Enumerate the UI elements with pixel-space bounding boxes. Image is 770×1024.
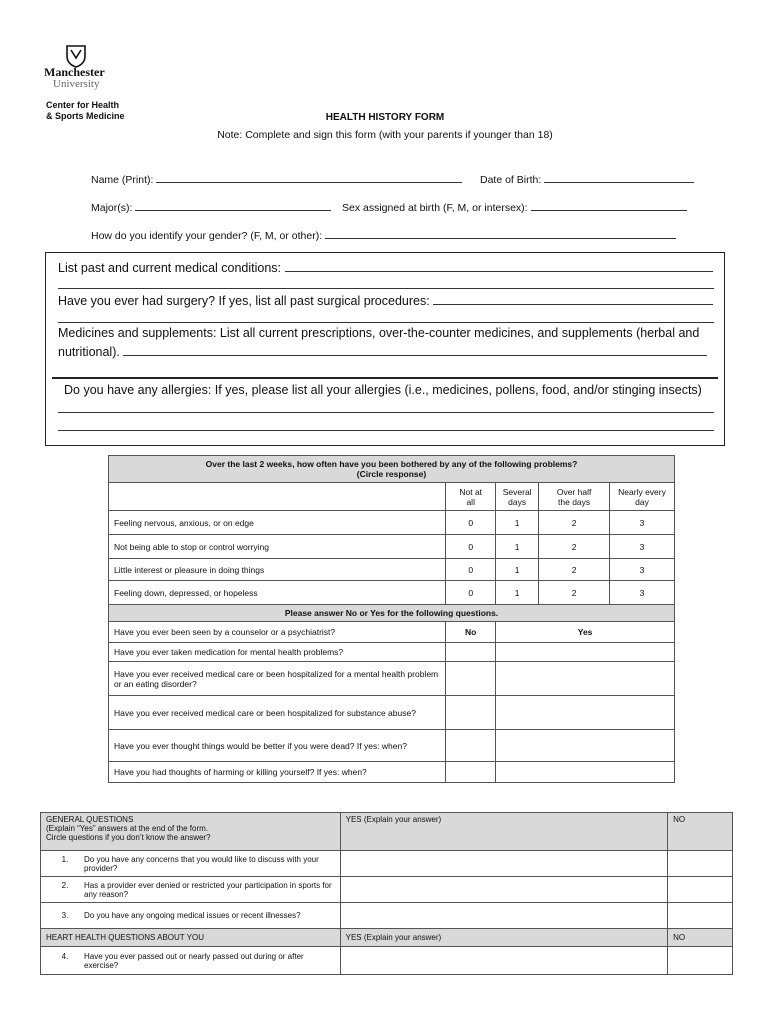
response-option[interactable]: 3 [610, 535, 675, 559]
yes-explain-column: YES (Explain your answer) [340, 813, 667, 851]
medicines-input-line[interactable] [123, 343, 707, 356]
gender-field-row [91, 228, 676, 242]
symptom-label: Little interest or pleasure in doing things [109, 559, 446, 581]
response-option[interactable]: 1 [496, 511, 539, 535]
no-answer-cell[interactable] [668, 903, 733, 929]
yes-answer-cell[interactable] [340, 903, 667, 929]
department-name: Center for Health & Sports Medicine [46, 100, 125, 121]
sex-field-row [342, 200, 687, 214]
major-input-line[interactable] [135, 200, 331, 211]
table-row [109, 662, 675, 696]
question-label: Have you ever received medical care or been hospitalized for a mental health problem or an eating disorder? [109, 662, 446, 696]
dob-label: Date of Birth: [480, 174, 542, 186]
general-questions-table [40, 812, 733, 975]
no-answer-cell[interactable] [446, 762, 496, 783]
no-answer-cell[interactable] [446, 662, 496, 696]
response-option[interactable]: 3 [610, 559, 675, 581]
response-option[interactable]: 0 [446, 581, 496, 605]
table-row [41, 903, 733, 929]
table-row [41, 877, 733, 903]
table-row [41, 947, 733, 975]
yes-column-label: Yes [496, 622, 675, 643]
sex-input-line[interactable] [531, 200, 687, 211]
yes-explain-column: YES (Explain your answer) [340, 929, 667, 947]
no-answer-cell[interactable] [668, 851, 733, 877]
response-option[interactable]: 0 [446, 559, 496, 581]
general-questions-header: GENERAL QUESTIONS (Explain “Yes” answers at the end of the form. Circle questions if you don’t know the answer? [41, 813, 341, 851]
table-row [109, 511, 675, 535]
form-title: HEALTH HISTORY FORM [325, 112, 445, 123]
logo-wordmark: Manchester [44, 65, 105, 79]
logo-subtitle: University [53, 78, 100, 90]
yes-answer-cell[interactable] [340, 947, 667, 975]
name-input-line[interactable] [156, 172, 462, 183]
yes-no-header: Please answer No or Yes for the following questions. [109, 605, 675, 622]
yes-answer-cell[interactable] [340, 877, 667, 903]
section-divider [52, 377, 718, 379]
sex-label: Sex assigned at birth (F, M, or intersex): [342, 202, 528, 214]
dob-input-line[interactable] [544, 172, 694, 183]
general-question: 1. Do you have any concerns that you would like to discuss with your provider? [41, 851, 341, 877]
medicines-row [58, 343, 707, 359]
response-option[interactable]: 3 [610, 581, 675, 605]
symptom-label: Feeling nervous, anxious, or on edge [109, 511, 446, 535]
response-option[interactable]: 2 [539, 511, 610, 535]
gender-input-line[interactable] [325, 228, 676, 239]
name-label: Name (Print): [91, 174, 154, 186]
major-field-row [91, 200, 331, 214]
no-column-label: No [446, 622, 496, 643]
major-label: Major(s): [91, 202, 133, 214]
mh-question-header: Over the last 2 weeks, how often have you been bothered by any of the following problems? (Circle response) [109, 456, 675, 483]
no-answer-cell[interactable] [446, 730, 496, 762]
dob-field-row [480, 172, 694, 186]
name-field-row [91, 172, 462, 186]
no-answer-cell[interactable] [446, 643, 496, 662]
conditions-input-line-2[interactable] [58, 288, 714, 289]
col-nearly-every-day: Nearly every day [610, 483, 675, 511]
response-option[interactable]: 1 [496, 535, 539, 559]
no-answer-cell[interactable] [668, 947, 733, 975]
table-row [109, 762, 675, 783]
response-option[interactable]: 2 [539, 559, 610, 581]
conditions-input-line[interactable] [285, 259, 713, 272]
general-question: 2. Has a provider ever denied or restricted your participation in sports for any reason? [41, 877, 341, 903]
yes-answer-cell[interactable] [496, 643, 675, 662]
surgery-input-line-2[interactable] [58, 322, 714, 323]
heart-health-header: HEART HEALTH QUESTIONS ABOUT YOU [41, 929, 341, 947]
response-option[interactable]: 1 [496, 559, 539, 581]
no-answer-cell[interactable] [668, 877, 733, 903]
yes-answer-cell[interactable] [496, 762, 675, 783]
no-column: NO [668, 813, 733, 851]
response-option[interactable]: 0 [446, 535, 496, 559]
table-row [109, 696, 675, 730]
response-option[interactable]: 2 [539, 581, 610, 605]
conditions-label: List past and current medical conditions: [58, 261, 282, 275]
gender-label: How do you identify your gender? (F, M, or other): [91, 230, 323, 242]
table-row [109, 730, 675, 762]
col-not-at-all: Not at all [446, 483, 496, 511]
table-row [109, 622, 675, 643]
table-row [41, 851, 733, 877]
table-row [109, 559, 675, 581]
symptom-label: Not being able to stop or control worrying [109, 535, 446, 559]
question-label: Have you ever thought things would be better if you were dead? If yes: when? [109, 730, 446, 762]
general-question: 4. Have you ever passed out or nearly passed out during or after exercise? [41, 947, 341, 975]
allergies-input-line-2[interactable] [58, 430, 714, 431]
yes-answer-cell[interactable] [496, 730, 675, 762]
question-label: Have you ever been seen by a counselor or a psychiatrist? [109, 622, 446, 643]
mental-health-table [108, 455, 675, 783]
question-label: Have you had thoughts of harming or killing yourself? If yes: when? [109, 762, 446, 783]
allergies-label: Do you have any allergies: If yes, please list all your allergies (i.e., medicines, pollens, food, and/or stinging insects) [64, 383, 702, 397]
surgery-row [58, 292, 713, 308]
response-option[interactable]: 0 [446, 511, 496, 535]
no-answer-cell[interactable] [446, 696, 496, 730]
form-note: Note: Complete and sign this form (with your parents if younger than 18) [217, 129, 553, 141]
table-row [109, 581, 675, 605]
yes-answer-cell[interactable] [340, 851, 667, 877]
response-option[interactable]: 1 [496, 581, 539, 605]
yes-answer-cell[interactable] [496, 696, 675, 730]
medicines-label: Medicines and supplements: List all current prescriptions, over-the-counter medicines, and supplements (herbal and [58, 326, 700, 340]
yes-answer-cell[interactable] [496, 662, 675, 696]
surgery-label: Have you ever had surgery? If yes, list all past surgical procedures: [58, 294, 430, 308]
conditions-row [58, 259, 713, 275]
response-option[interactable]: 3 [610, 511, 675, 535]
symptom-label: Feeling down, depressed, or hopeless [109, 581, 446, 605]
general-question: 3. Do you have any ongoing medical issues or recent illnesses? [41, 903, 341, 929]
medicines-label-2: nutritional). [58, 345, 120, 359]
table-row [109, 535, 675, 559]
question-label: Have you ever taken medication for mental health problems? [109, 643, 446, 662]
response-option[interactable]: 2 [539, 535, 610, 559]
question-label: Have you ever received medical care or been hospitalized for substance abuse? [109, 696, 446, 730]
col-several-days: Several days [496, 483, 539, 511]
no-column: NO [668, 929, 733, 947]
surgery-input-line[interactable] [433, 292, 713, 305]
col-over-half: Over half the days [539, 483, 610, 511]
allergies-input-line[interactable] [58, 412, 714, 413]
table-row [109, 643, 675, 662]
